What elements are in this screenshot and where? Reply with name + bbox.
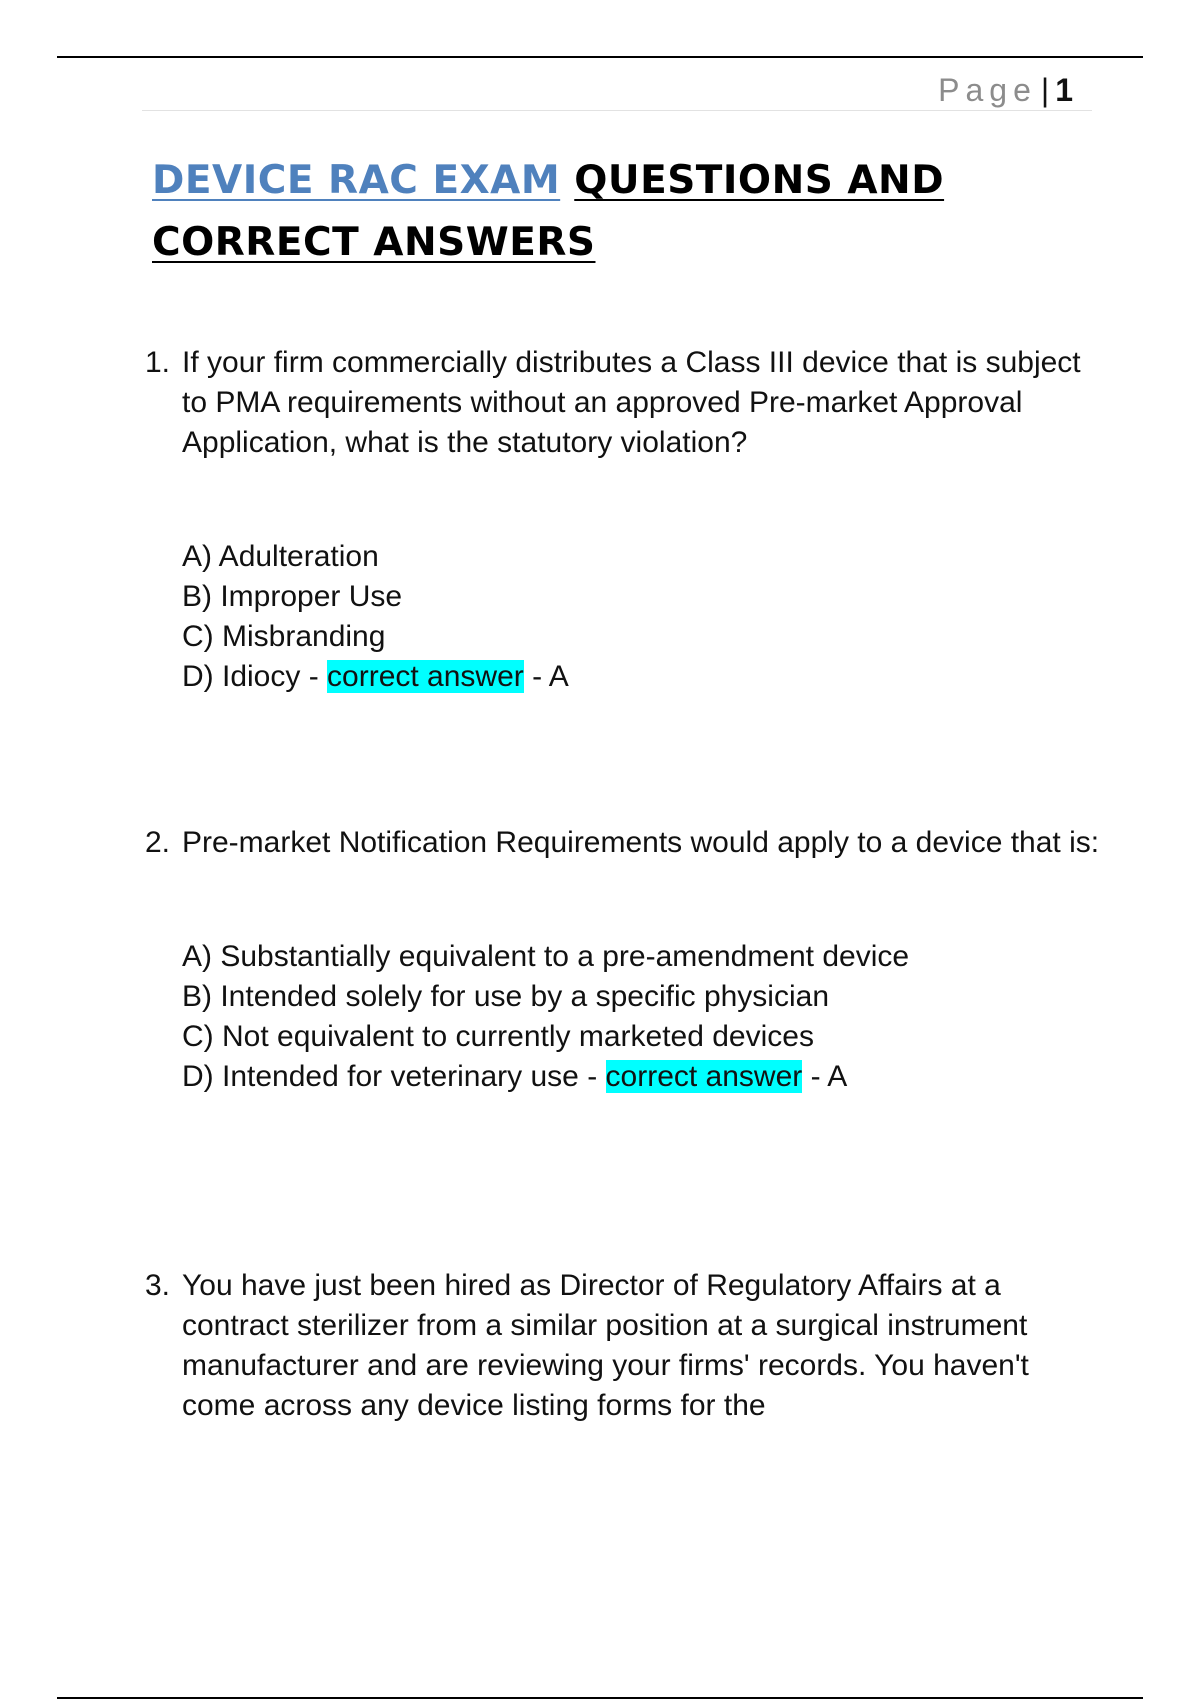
option-c: C) Not equivalent to currently marketed devices	[182, 1020, 814, 1053]
top-border-rule	[57, 56, 1143, 58]
page-label: Page	[938, 72, 1037, 108]
option-d-text: D) Intended for veterinary use -	[182, 1060, 606, 1093]
option-a: A) Adulteration	[182, 540, 379, 573]
page-number	[938, 70, 1073, 110]
answer-options	[182, 937, 1105, 1097]
question-number: 3.	[145, 1269, 171, 1302]
question-3	[145, 1266, 1105, 1426]
option-c: C) Misbranding	[182, 620, 386, 653]
option-b: B) Intended solely for use by a specific physician	[182, 980, 830, 1013]
correct-answer-highlight: correct answer	[605, 1060, 803, 1093]
option-a: A) Substantially equivalent to a pre-amendment device	[182, 940, 910, 973]
option-d-text: D) Idiocy -	[182, 660, 328, 693]
question-text: If your firm commercially distributes a Class III device that is subject to PMA requirements without an approved Pre-market Approval Application, what is the statutory violation?	[182, 346, 1081, 459]
question-1	[145, 343, 1105, 697]
document-title	[152, 150, 1052, 274]
question-number: 2.	[145, 826, 171, 859]
option-d	[182, 1057, 1105, 1097]
page-separator: |	[1040, 72, 1050, 108]
correct-answer-value: - A	[523, 660, 569, 693]
title-dark-part-line2: CORRECT ANSWERS	[152, 220, 596, 265]
question-2	[145, 823, 1105, 1097]
page-number-value: 1	[1055, 72, 1073, 108]
title-accent-part: DEVICE RAC EXAM	[152, 158, 561, 203]
question-text: You have just been hired as Director of Regulatory Affairs at a contract sterilizer from a similar position at a surgical instrument manufacturer and are reviewing your firms' records. You haven't come across any device listing forms for the	[182, 1269, 1029, 1422]
bottom-border-rule	[57, 1697, 1143, 1699]
option-d	[182, 657, 1105, 697]
header-divider	[142, 110, 1092, 111]
question-number: 1.	[145, 346, 171, 379]
correct-answer-highlight: correct answer	[327, 660, 524, 693]
option-b: B) Improper Use	[182, 580, 403, 613]
correct-answer-value: - A	[802, 1060, 848, 1093]
title-dark-part-line1: QUESTIONS AND	[574, 158, 945, 203]
answer-options	[182, 537, 1105, 697]
question-text: Pre-market Notification Requirements would apply to a device that is:	[182, 826, 1100, 859]
